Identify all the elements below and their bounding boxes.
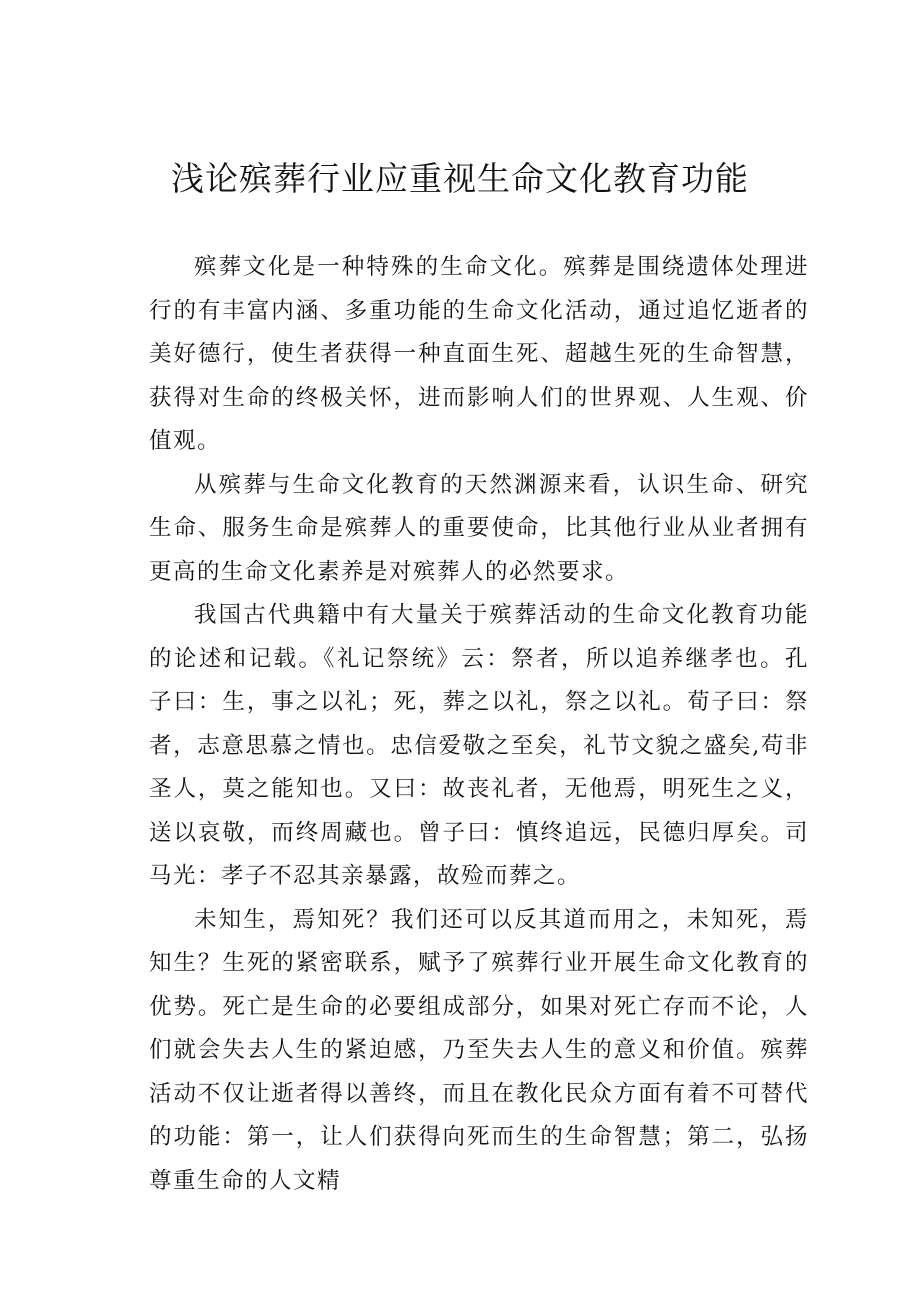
paragraph-2: 从殡葬与生命文化教育的天然渊源来看，认识生命、研究生命、服务生命是殡葬人的重要使命，比其他行业从业者拥有更高的生命文化素养是对殡葬人的必然要求。 [149,471,809,585]
paragraph-1: 殡葬文化是一种特殊的生命文化。殡葬是围绕遗体处理进行的有丰富内涵、多重功能的生命文化活动，通过追忆逝者的美好德行，使生者获得一种直面生死、超越生死的生命智慧，获得对生命的终极关怀，进而影响人们的世界观、人生观、价值观。 [149,254,809,454]
paragraph-3: 我国古代典籍中有大量关于殡葬活动的生命文化教育功能的论述和记载。《礼记祭统》云：祭者，所以追养继孝也。孔子曰：生，事之以礼；死，葬之以礼，祭之以礼。荀子曰：祭者，志意思慕之情也。忠信爱敬之至矣，礼节文貌之盛矣,苟非圣人，莫之能知也。又曰：故丧礼者，无他焉，明死生之义，送以哀敬，而终周藏也。曾子曰：慎终追远，民德归厚矣。司马光：孝子不忍其亲暴露，故殓而葬之。 [149,602,809,889]
paragraph-4: 未知生，焉知死？我们还可以反其道而用之，未知死，焉知生？生死的紧密联系，赋予了殡葬行业开展生命文化教育的优势。死亡是生命的必要组成部分，如果对死亡存而不论，人们就会失去人生的紧迫感，乃至失去人生的意义和价值。殡葬活动不仅让逝者得以善终，而且在教化民众方面有着不可替代的功能：第一，让人们获得向死而生的生命智慧；第二，弘扬尊重生命的人文精 [149,906,809,1194]
document-title: 浅论殡葬行业应重视生命文化教育功能 [171,159,749,198]
document-body [149,246,809,1203]
